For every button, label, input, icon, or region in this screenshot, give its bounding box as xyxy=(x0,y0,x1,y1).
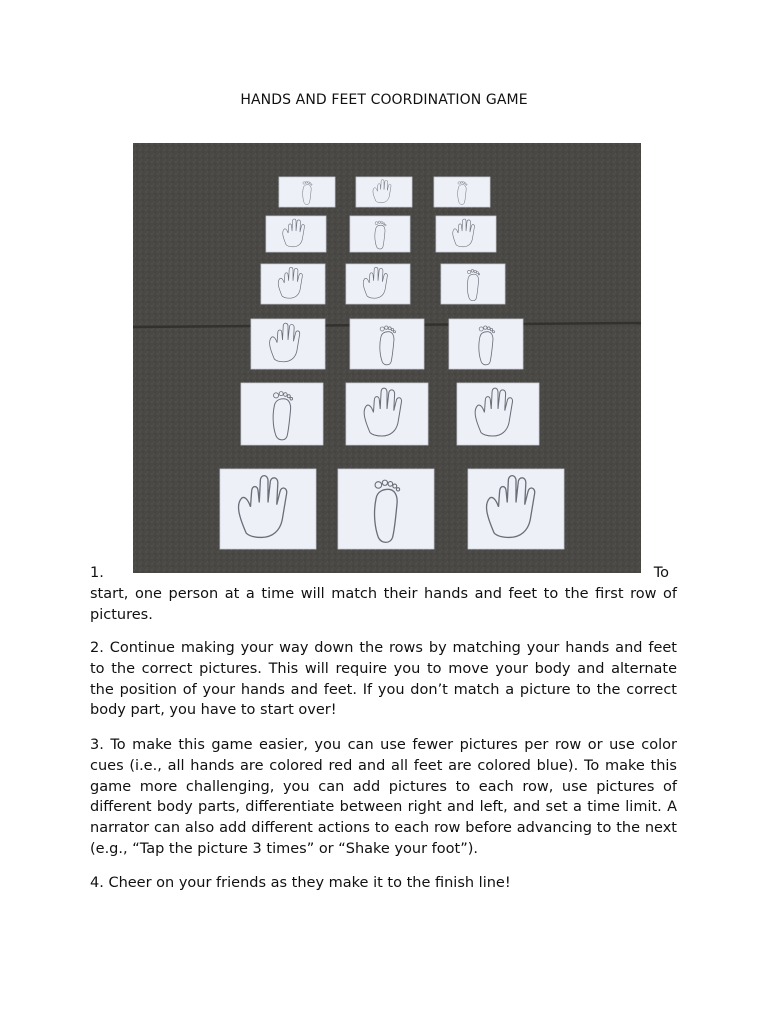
step-1-number: 1. xyxy=(90,565,104,581)
step-2-text: 2. Continue making your way down the rows by matching your hands and feet to the correct pictures. This will require you to move your body and alternate the position of your hands and feet. If you don’t match a picture to the correct body part, you have to start over! xyxy=(90,640,677,719)
game-photo xyxy=(133,143,641,573)
hand-card xyxy=(436,216,496,252)
hand-card xyxy=(261,264,325,304)
foot-card xyxy=(338,469,434,549)
foot-card xyxy=(279,177,335,207)
step-3-text: 3. To make this game easier, you can use fewer pictures per row or use color cues (i.e., all hands are colored red and all feet are colored blue). To make this game more challenging, you can add pictures to each row, use pictures of different body parts, differentiate between right and left, and set a time limit. A narrator can also add different actions to each row before advancing to the next (e.g., “Tap the picture 3 times” or “Shake your foot”). xyxy=(90,737,677,857)
hand-card xyxy=(220,469,316,549)
foot-card xyxy=(449,319,523,369)
hand-card xyxy=(266,216,326,252)
document-title: HANDS AND FEET COORDINATION GAME xyxy=(240,92,528,108)
step-4-text: 4. Cheer on your friends as they make it to the finish line! xyxy=(90,875,511,891)
foot-card xyxy=(350,216,410,252)
hand-card xyxy=(251,319,325,369)
hand-card xyxy=(468,469,564,549)
step-1-first-word: To xyxy=(653,565,669,581)
foot-card xyxy=(441,264,505,304)
hand-card xyxy=(457,383,539,445)
foot-card xyxy=(434,177,490,207)
hand-card xyxy=(346,264,410,304)
foot-card xyxy=(350,319,424,369)
step-1-text: start, one person at a time will match their hands and feet to the first row of pictures. xyxy=(90,586,677,623)
hand-card xyxy=(356,177,412,207)
hand-card xyxy=(346,383,428,445)
foot-card xyxy=(241,383,323,445)
